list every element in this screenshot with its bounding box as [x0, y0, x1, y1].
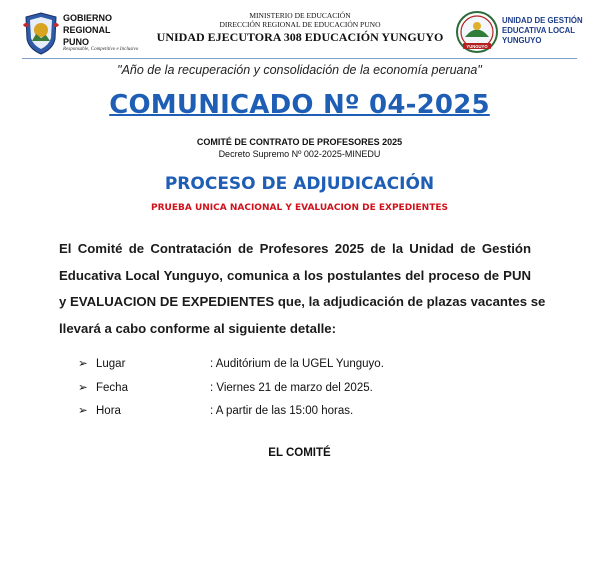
ugel-title-line: EDUCATIVA LOCAL — [502, 26, 576, 35]
detail-label: Fecha — [96, 382, 128, 394]
detail-value: : A partir de las 15:00 horas. — [210, 405, 354, 417]
decree-reference: Decreto Supremo Nº 002-2025-MINEDU — [218, 149, 381, 159]
signature: EL COMITÉ — [268, 447, 331, 459]
announcement-body — [59, 236, 546, 342]
ministry-name: MINISTERIO DE EDUCACIÓN — [249, 11, 351, 20]
bullet-arrow-icon: ➢ — [78, 382, 88, 394]
gobierno-regional-title — [63, 12, 112, 48]
left-title-line: REGIONAL — [63, 25, 111, 35]
detail-value: : Auditórium de la UGEL Yunguyo. — [210, 358, 384, 370]
ugel-title — [502, 16, 583, 46]
left-title-line: PUNO — [63, 37, 90, 47]
document-title: COMUNICADO Nº 04-2025 — [109, 90, 490, 120]
bullet-arrow-icon: ➢ — [78, 358, 88, 370]
bullet-arrow-icon: ➢ — [78, 405, 88, 417]
regional-direction: DIRECCIÓN REGIONAL DE EDUCACIÓN PUNO — [219, 20, 381, 29]
ugel-title-line: YUNGUYO — [502, 36, 542, 45]
body-line: El Comité de Contratación de Profesores 2025 de la Unidad de Gestión — [59, 241, 531, 256]
executing-unit: UNIDAD EJECUTORA 308 EDUCACIÓN YUNGUYO — [156, 30, 444, 44]
committee-name: COMITÉ DE CONTRATO DE PROFESORES 2025 — [196, 137, 403, 147]
header-center — [150, 11, 450, 45]
ugel-title-line: UNIDAD DE GESTIÓN — [502, 16, 583, 25]
left-title-line: GOBIERNO — [63, 13, 113, 23]
detail-label: Lugar — [96, 358, 126, 370]
header-divider — [22, 58, 577, 59]
detail-label: Hora — [96, 405, 121, 417]
body-line: y EVALUACION DE EXPEDIENTES que, la adjudicación de plazas vacantes se — [59, 294, 546, 309]
gobierno-regional-motto: Responsable, Competitivo e Inclusivo — [63, 47, 139, 52]
body-line: Educativa Local Yunguyo, comunica a los postulantes del proceso de PUN — [59, 267, 531, 283]
gobierno-regional-puno-logo — [22, 11, 60, 55]
detail-value: : Viernes 21 de marzo del 2025. — [210, 382, 373, 394]
right-logo-text: YUNGUYO — [466, 43, 488, 49]
year-motto: "Año de la recuperación y consolidación de la economía peruana" — [117, 63, 482, 77]
process-subheading: PRUEBA UNICA NACIONAL Y EVALUACION DE EXPEDIENTES — [151, 203, 448, 213]
process-title: PROCESO DE ADJUDICACIÓN — [164, 174, 435, 194]
ugel-yunguyo-logo — [455, 10, 499, 54]
body-line: llevará a cabo conforme al siguiente detalle: — [59, 320, 337, 336]
